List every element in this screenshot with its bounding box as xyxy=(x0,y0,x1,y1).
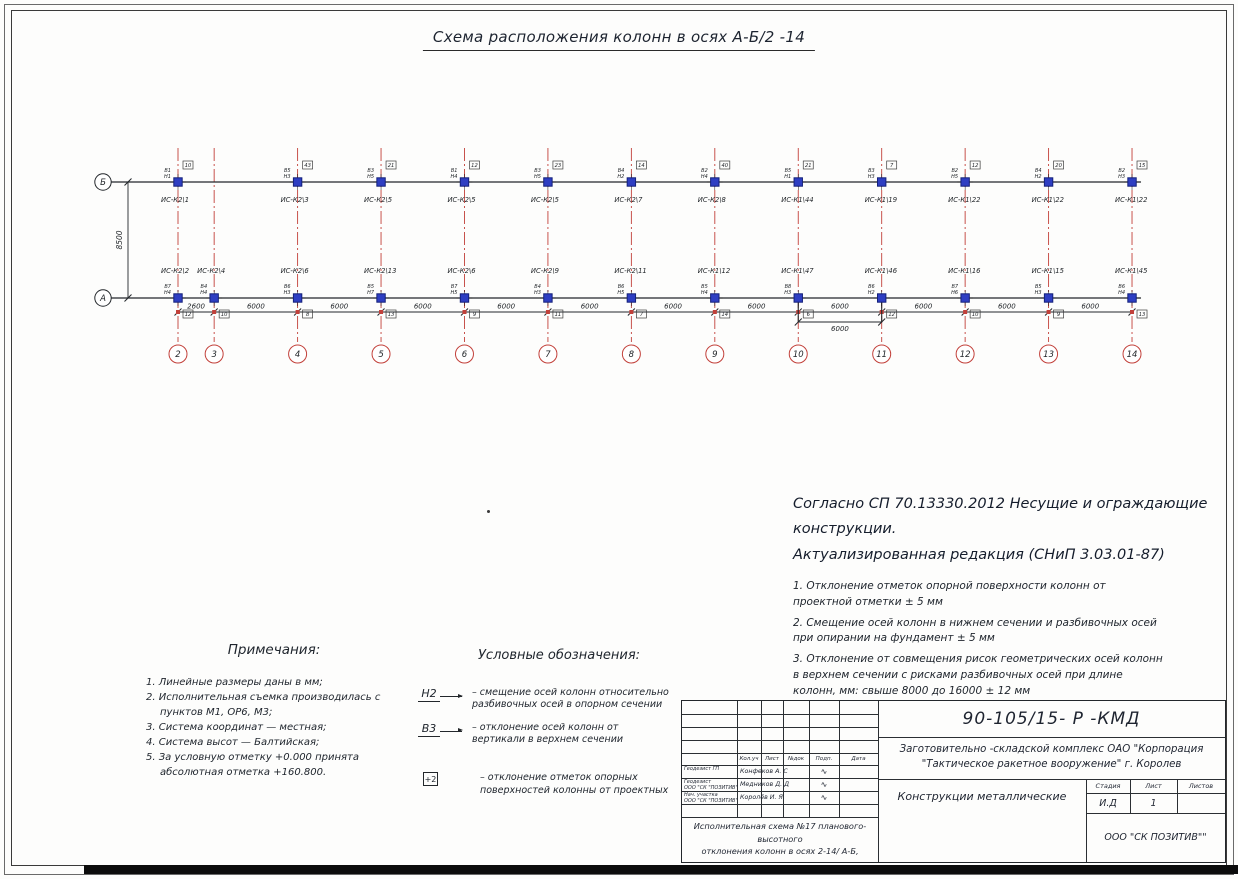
signer-role: Геодезист ООО "СК "ПОЗИТИВ" xyxy=(684,779,738,791)
dimension-value: 6000 xyxy=(831,302,849,311)
sp-title-line1: Согласно СП 70.13330.2012 Несущие и ограждающие конструкции. xyxy=(793,496,1208,538)
deviation-value: 14 xyxy=(638,163,645,169)
column-label: ИС-К2\11 xyxy=(614,267,647,275)
arrow-icon xyxy=(440,731,462,732)
column-tag: В4 xyxy=(534,284,541,290)
column-label: ИС-К2\6 xyxy=(280,267,309,275)
column-tag: Н1 xyxy=(784,174,792,180)
column-marker xyxy=(174,294,182,302)
column-tag: В6 xyxy=(283,284,291,290)
col-header: Кол.уч xyxy=(739,756,759,762)
column-tag: В7 xyxy=(450,284,458,290)
column-tag: В5 xyxy=(367,284,375,290)
legend-text: – отклонение отметок опорных поверхностей колонны от проектных xyxy=(480,772,669,796)
stage-label: Стадия xyxy=(1095,782,1121,790)
column-marker xyxy=(961,294,969,302)
column-label: ИС-К2\8 xyxy=(697,196,726,204)
deviation-value: 13 xyxy=(387,312,395,318)
column-label: ИС-К2\5 xyxy=(530,196,559,204)
column-label: ИС-К1\15 xyxy=(1031,267,1064,275)
legend-item-vertical-deviation xyxy=(418,722,693,747)
note-item: 4. Система высот — Балтийская; xyxy=(146,737,320,748)
sp-item: 3. Отклонение от совмещения рисок геометрических осей колонн в верхнем сечении с рисками разбивочных осей при длине колонн, мм: свыше 8000 до 16000 ± 12 мм xyxy=(793,653,1163,697)
column-marker xyxy=(627,178,635,186)
col-header: Подп. xyxy=(815,756,833,762)
column-marker xyxy=(377,294,385,302)
dimension-value: 2600 xyxy=(187,302,205,311)
column-marker xyxy=(293,294,301,302)
sp-item: 2. Смещение осей колонн в нижнем сечении и разбивочных осей при опирании на фундамент ± 5 мм xyxy=(793,616,1157,645)
column-marker xyxy=(460,294,468,302)
column-tag: Н2 xyxy=(867,290,875,296)
dimension-value: 6000 xyxy=(747,302,766,311)
column-tag: Н3 xyxy=(1034,290,1042,296)
sp-items xyxy=(793,579,1165,699)
column-marker xyxy=(1128,294,1136,302)
column-tag: В1 xyxy=(164,168,171,174)
dimension-value: 6000 xyxy=(664,302,683,311)
column-marker xyxy=(1128,178,1136,186)
column-tag: В4 xyxy=(1034,168,1042,174)
legend-text: – отклонение осей колонн от вертикали в верхнем сечении xyxy=(472,721,624,746)
column-tag: Н4 xyxy=(164,290,171,296)
column-tag: Н5 xyxy=(951,174,959,180)
axis-number: 8 xyxy=(628,350,635,361)
signature-mark: ∿ xyxy=(820,793,828,802)
column-tag: Н4 xyxy=(1118,290,1126,296)
sheets-label: Листов xyxy=(1188,782,1214,790)
column-marker xyxy=(794,178,802,186)
signer-name: Конфеков А. С xyxy=(740,768,788,775)
vertical-symbol: В3 xyxy=(418,722,440,737)
column-tag: Н5 xyxy=(450,290,458,296)
column-tag: В7 xyxy=(951,284,959,290)
note-item: 1. Линейные размеры даны в мм; xyxy=(146,677,323,688)
column-tag: Н4 xyxy=(200,290,208,296)
column-tag: Н3 xyxy=(283,174,291,180)
column-marker xyxy=(544,294,552,302)
column-label: ИС-К1\22 xyxy=(1031,196,1064,204)
signature-mark: ∿ xyxy=(820,767,828,776)
sheet-label: Лист xyxy=(1145,782,1162,790)
col-header: №док xyxy=(787,756,805,762)
deviation-value: 12 xyxy=(888,312,895,318)
deviation-value: 13 xyxy=(1138,312,1146,318)
dimension-value: 6000 xyxy=(413,302,432,311)
legend-item-axis-offset xyxy=(418,687,693,712)
column-tag: Н2 xyxy=(617,174,625,180)
sp-item: 1. Отклонение отметок опорной поверхности колонн от проектной отметки ± 5 мм xyxy=(793,580,1106,608)
deviation-value: 20 xyxy=(1055,163,1062,169)
column-tag: Н3 xyxy=(784,290,792,296)
column-marker xyxy=(627,294,635,302)
column-tag: В6 xyxy=(868,284,875,290)
column-tag: В2 xyxy=(951,168,959,174)
axis-number: 3 xyxy=(211,350,217,361)
note-item: 3. Система координат — местная; xyxy=(146,722,327,733)
axis-number: 2 xyxy=(175,350,181,361)
axis-number: 6 xyxy=(461,350,468,361)
column-label: ИС-К1\22 xyxy=(1115,196,1148,204)
deviation-value: 12 xyxy=(184,312,192,318)
column-label: ИС-К1\45 xyxy=(1115,267,1148,275)
column-tag: Н4 xyxy=(700,174,708,180)
deviation-value: 11 xyxy=(554,312,562,318)
column-label: ИС-К1\19 xyxy=(864,196,898,204)
organization: ООО "СК ПОЗИТИВ"" xyxy=(1104,832,1207,843)
column-tag: В7 xyxy=(164,284,171,290)
column-marker xyxy=(293,178,301,186)
column-label: ИС-К2\3 xyxy=(280,196,309,204)
axis-number: 11 xyxy=(876,350,888,361)
axis-number: 14 xyxy=(1126,350,1138,361)
axis-number: 4 xyxy=(294,350,301,361)
column-tag: Н2 xyxy=(1034,174,1042,180)
row-letter: А xyxy=(100,294,106,304)
column-tag: В5 xyxy=(784,168,792,174)
column-tag: Н4 xyxy=(450,174,458,180)
column-marker xyxy=(794,294,802,302)
column-label: ИС-К2\6 xyxy=(447,267,476,275)
column-label: ИС-К1\46 xyxy=(864,267,898,275)
col-header: Лист xyxy=(765,756,779,762)
dimension-value: 8500 xyxy=(115,230,124,250)
column-tag: Н3 xyxy=(283,290,291,296)
deviation-value: 7 xyxy=(639,312,644,318)
column-tag: В4 xyxy=(200,284,208,290)
legend-section xyxy=(418,648,693,807)
dimension-value: 6000 xyxy=(246,302,265,311)
column-tag: Н3 xyxy=(867,174,875,180)
signer-role: Геодезист ГП xyxy=(684,766,720,772)
deviation-value: 12 xyxy=(471,163,478,169)
dimension-chain xyxy=(175,298,1136,333)
stage-value: И.Д xyxy=(1099,797,1117,809)
deviation-value: 23 xyxy=(554,163,562,169)
deviation-value: 21 xyxy=(387,163,395,169)
column-marker xyxy=(377,178,385,186)
column-tag: Н6 xyxy=(951,290,959,296)
axis-number: 13 xyxy=(1043,350,1054,361)
sp-title-line2: Актуализированная редакция (СНиП 3.03.01-87) xyxy=(793,546,1165,563)
dimension-value: 6000 xyxy=(580,302,599,311)
deviation-value: 8 xyxy=(305,312,310,318)
column-label: ИС-К1\16 xyxy=(948,267,981,275)
column-label: ИС-К1\12 xyxy=(697,267,731,275)
vertical-axes xyxy=(169,148,1141,363)
column-tag: Н5 xyxy=(367,174,375,180)
column-tag: Н3 xyxy=(1118,174,1126,180)
note-item: 5. За условную отметку +0.000 принята абсолютная отметка +160.800. xyxy=(146,752,359,778)
column-label: ИС-К2\9 xyxy=(530,267,559,275)
column-tag: В3 xyxy=(367,168,375,174)
title-block xyxy=(681,700,1226,863)
column-tag: В8 xyxy=(784,284,792,290)
deviation-value: 12 xyxy=(971,163,979,169)
elevation-box-symbol: +2 xyxy=(423,772,438,786)
sheets-value xyxy=(1177,793,1225,813)
column-tag: В6 xyxy=(1118,284,1126,290)
column-label: ИС-К1\22 xyxy=(948,196,981,204)
column-tag: Н5 xyxy=(533,174,541,180)
axis-number: 12 xyxy=(959,350,971,361)
deviation-value: 21 xyxy=(804,163,812,169)
column-tag: В4 xyxy=(617,168,625,174)
dimension-value: 6000 xyxy=(914,302,933,311)
signer-name: Королёв И. Я. xyxy=(740,794,785,801)
document-name: Исполнительная схема №17 планового-высотного отклонения колонн в осях 2-14/ А-Б, xyxy=(693,820,867,857)
column-tag: Н1 xyxy=(164,174,171,180)
column-tag: В2 xyxy=(701,168,708,174)
axis-number: 7 xyxy=(545,350,551,361)
dimension-value: 6000 xyxy=(1081,302,1100,311)
notes-title: Примечания: xyxy=(227,642,321,658)
deviation-value: 40 xyxy=(721,163,729,169)
column-marker xyxy=(877,178,885,186)
column-label: ИС-К2\5 xyxy=(364,196,393,204)
column-tag: Н3 xyxy=(533,290,541,296)
column-marker xyxy=(1044,294,1052,302)
axis-number: 10 xyxy=(792,350,804,361)
dimension-value: 6000 xyxy=(497,302,516,311)
column-label: ИС-К2\1 xyxy=(161,196,190,204)
dimension-value: 6000 xyxy=(831,325,849,333)
document-code: 90-105/15- Р -КМД xyxy=(962,709,1141,729)
column-marker xyxy=(1044,178,1052,186)
column-label: ИС-К1\47 xyxy=(781,267,814,275)
offset-symbol: Н2 xyxy=(418,687,440,702)
row-letter: Б xyxy=(100,178,106,188)
drawing-title: Схема расположения колонн в осях А-Б/2 -14 xyxy=(423,28,815,51)
column-label: ИС-К2\4 xyxy=(197,267,226,275)
column-marker xyxy=(877,294,885,302)
signer-name: Медников Д. Д xyxy=(740,781,790,788)
dimension-value: 6000 xyxy=(330,302,349,311)
column-tag: В6 xyxy=(617,284,625,290)
column-marker xyxy=(460,178,468,186)
column-tag: В2 xyxy=(1118,168,1126,174)
column-tag: Н5 xyxy=(617,290,625,296)
column-label: ИС-К1\44 xyxy=(781,196,814,204)
legend-title: Условные обозначения: xyxy=(478,648,641,663)
scan-speck xyxy=(487,510,490,513)
signature-mark: ∿ xyxy=(820,780,828,789)
deviation-value: 10 xyxy=(220,312,228,318)
column-label: ИС-К2\2 xyxy=(161,267,190,275)
column-tag: В5 xyxy=(1034,284,1042,290)
deviation-value: 9 xyxy=(1056,312,1061,318)
deviation-value: 6 xyxy=(806,312,810,318)
document-type: Конструкции металлические xyxy=(897,789,1067,803)
legend-text: – смещение осей колонн относительно разбивочных осей в опорном сечении xyxy=(472,687,669,711)
dimension-value: 6000 xyxy=(997,302,1016,311)
note-item: 2. Исполнительная съемка производилась с пунктов М1, ОР6, М3; xyxy=(146,692,381,718)
deviation-value: 14 xyxy=(721,312,729,318)
axis-number: 5 xyxy=(378,350,384,361)
column-label: ИС-К2\7 xyxy=(614,196,643,204)
column-marker xyxy=(711,178,719,186)
deviation-value: 9 xyxy=(472,312,477,318)
column-marker xyxy=(210,294,218,302)
deviation-value: 43 xyxy=(304,163,311,169)
deviation-value: 10 xyxy=(971,312,979,318)
column-label: ИС-К2\5 xyxy=(447,196,476,204)
arrow-icon xyxy=(440,696,462,697)
column-tag: В3 xyxy=(534,168,541,174)
column-label: ИС-К2\13 xyxy=(364,267,397,275)
deviation-value: 15 xyxy=(1138,163,1146,169)
scan-edge-strip xyxy=(84,865,1238,874)
deviation-value: 10 xyxy=(184,163,192,169)
column-tag: В1 xyxy=(450,168,458,174)
legend-item-elevation-deviation xyxy=(418,772,693,797)
column-tag: В5 xyxy=(283,168,291,174)
column-tag: Н7 xyxy=(367,290,375,296)
column-tag: В5 xyxy=(701,284,708,290)
axis-number: 9 xyxy=(712,350,718,361)
column-tag: В3 xyxy=(868,168,875,174)
vertical-dimension xyxy=(115,179,132,302)
sheet-value: 1 xyxy=(1150,797,1157,809)
deviation-value: 7 xyxy=(890,163,894,169)
notes-section xyxy=(146,642,402,780)
column-marker xyxy=(961,178,969,186)
project-object: Заготовительно -складской комплекс ОАО "Корпорация "Тактическое ракетное вооружение" г. Королев xyxy=(899,744,1204,770)
signer-role: Нач. участка ООО "СК "ПОЗИТИВ" xyxy=(684,792,738,804)
column-marker xyxy=(711,294,719,302)
col-header: Дата xyxy=(851,756,866,762)
column-marker xyxy=(544,178,552,186)
column-tag: Н4 xyxy=(700,290,708,296)
sp-requirements-block xyxy=(793,492,1238,704)
column-marker xyxy=(174,178,182,186)
